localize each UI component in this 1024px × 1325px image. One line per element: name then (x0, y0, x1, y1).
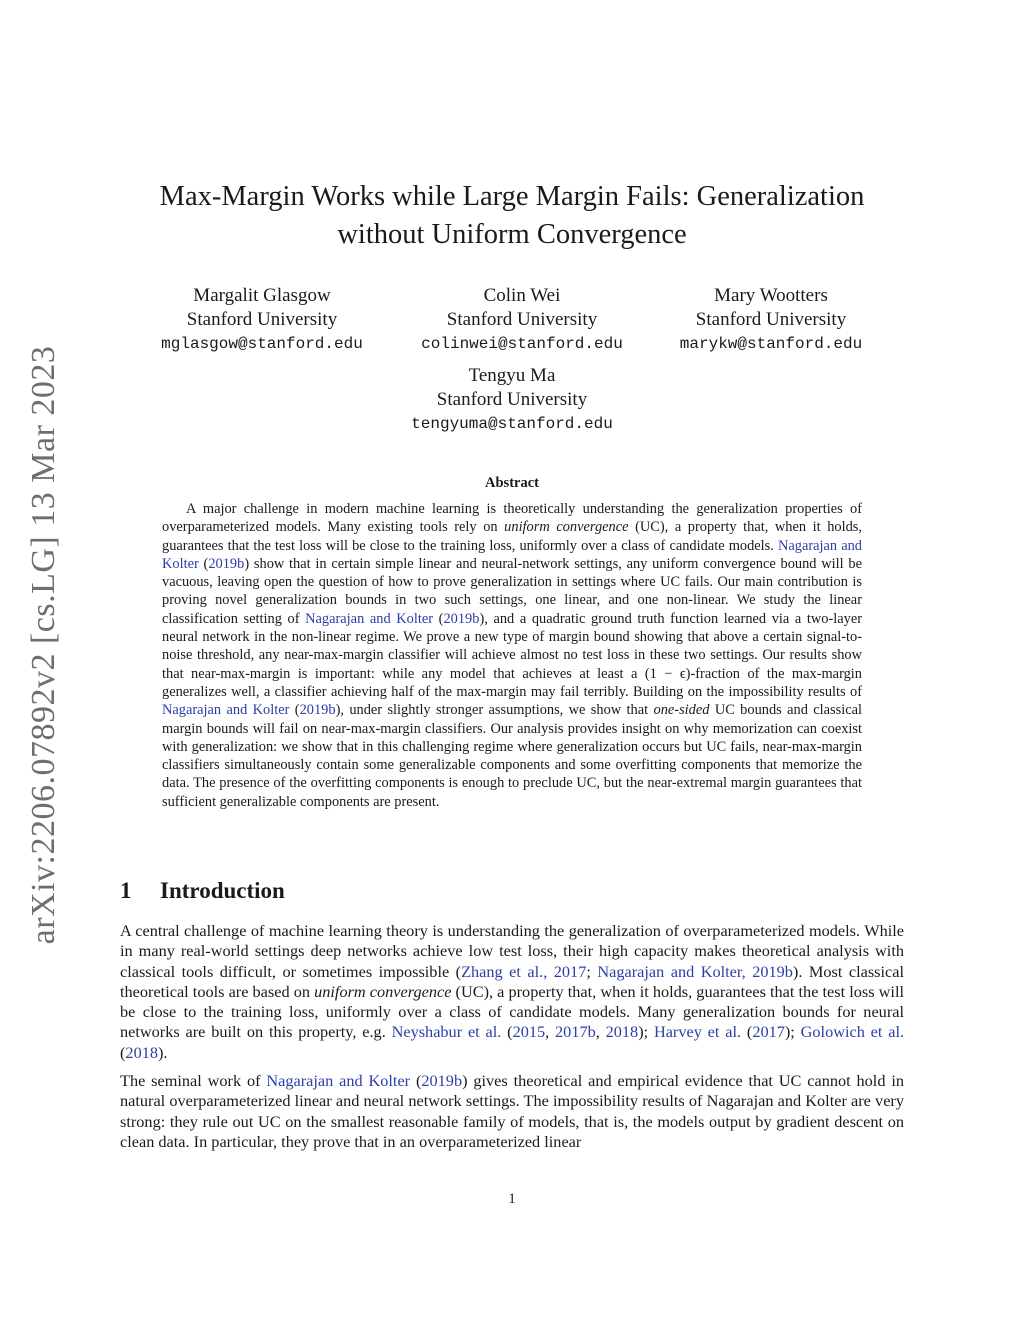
body-text: ); (784, 1022, 801, 1042)
abstract-text: A major challenge in modern machine learning is theoretically understanding the generalization properties of overparameterized models. Many existing tools rely on (162, 501, 862, 536)
citation-link[interactable]: 2019b (421, 1071, 463, 1090)
body-text: ). Most classical theoretical tools are based on (120, 961, 904, 1001)
author-email[interactable]: mglasgow@stanford.edu (161, 335, 363, 353)
citation-link[interactable]: 2015 (512, 1022, 546, 1042)
title-line-1: Max-Margin Works while Large Margin Fails: Generalization (159, 181, 865, 212)
abstract-body (162, 500, 862, 811)
title-line-2: without Uniform Convergence (337, 219, 687, 250)
citation-link[interactable]: Golowich et al. (800, 1022, 905, 1042)
body-text: ) gives theoretical and empirical evidence that UC cannot hold in natural overparameterized linear and neural network settings. The impossibility results of Nagarajan and Kolter are very strong: they rule out UC on the smallest reasonable family of models, that is, the models output by gradient descent on clean data. In particular, they prove that in an overparameterized linear (120, 1071, 904, 1151)
abstract-text: (UC), a property that, when it holds, guarantees that the test loss will be close to the training loss, uniformly over a class of candidate models. (162, 519, 862, 554)
author-name: Colin Wei (483, 285, 561, 306)
citation-link[interactable]: 2019b (443, 610, 480, 627)
author-name: Tengyu Ma (468, 365, 556, 386)
author-block (382, 364, 642, 436)
citation-link[interactable]: Nagarajan and Kolter, 2019b (597, 961, 793, 981)
abstract-text: ( (433, 610, 444, 627)
intro-paragraph (120, 921, 904, 1063)
body-text: The seminal work of (120, 1071, 267, 1090)
body-text: ( (120, 1042, 126, 1062)
intro-paragraph (120, 1071, 904, 1152)
citation-link[interactable]: 2019b (299, 702, 336, 719)
author-block (641, 284, 901, 356)
paper-title (100, 178, 924, 254)
section-heading (120, 878, 285, 904)
citation-link[interactable]: 2017b (555, 1022, 596, 1042)
abstract-text: ), and a quadratic ground truth function learned via a two-layer neural network in the non-linear regime. We prove a new type of margin bound showing that above a certain signal-to-noise threshold, any near-max-margin classifier will achieve almost no test loss in these two settings. Our results show that near-max-margin is important: while any model that achieves at least a (1 − ϵ)-fraction of the max-margin generalizes well, a classifier achieving half of the max-margin may fail terribly. Building on the impossibility results of (162, 610, 863, 700)
body-text: ). (157, 1042, 168, 1062)
citation-link[interactable]: Nagarajan and Kolter (162, 702, 290, 719)
author-affiliation: Stanford University (436, 389, 588, 410)
section-number: 1 (120, 878, 132, 903)
abstract-text: ), under slightly stronger assumptions, we show that (335, 702, 654, 719)
abstract-text: UC bounds and classical margin bounds will fail on near-max-margin classifiers. Our analysis provides insight on why memorization can coexist with generalization: we show that in this challenging regime where generalization occurs but UC fails, near-max-margin classifiers simultaneously contain some generalizable components and some overfitting components that memorize the data. The presence of the overfitting components is enough to preclude UC, but the near-extremal margin guarantees that sufficient generalizable components are present. (162, 702, 863, 810)
body-text: ( (410, 1071, 422, 1090)
body-text: , (595, 1022, 606, 1042)
citation-link[interactable]: Nagarajan and Kolter (305, 610, 434, 627)
citation-link[interactable]: 2018 (605, 1022, 639, 1042)
author-email[interactable]: colinwei@stanford.edu (421, 335, 623, 353)
body-text: ( (501, 1022, 513, 1042)
citation-link[interactable]: Harvey et al. (653, 1022, 742, 1042)
citation-link[interactable]: 2018 (125, 1042, 158, 1062)
citation-link[interactable]: Nagarajan and Kolter (162, 537, 862, 572)
abstract-text: ( (198, 555, 209, 572)
body-text: ( (741, 1022, 753, 1042)
author-block (392, 284, 652, 356)
author-affiliation: Stanford University (695, 309, 847, 330)
author-block (132, 284, 392, 356)
body-text: , (545, 1022, 556, 1042)
author-name: Mary Wootters (714, 285, 828, 306)
body-text: ; (586, 961, 598, 981)
section-title: Introduction (160, 878, 285, 903)
author-affiliation: Stanford University (186, 309, 338, 330)
author-affiliation: Stanford University (446, 309, 598, 330)
author-email[interactable]: tengyuma@stanford.edu (411, 415, 613, 433)
author-email[interactable]: marykw@stanford.edu (679, 335, 863, 353)
body-emphasis: uniform convergence (314, 981, 452, 1001)
abstract-text: ( (289, 702, 300, 719)
abstract-heading: Abstract (485, 475, 539, 491)
arxiv-identifier[interactable]: arXiv:2206.07892v2 [cs.LG] 13 Mar 2023 (25, 345, 62, 945)
citation-link[interactable]: 2019b (208, 555, 245, 572)
abstract-text: ) show that in certain simple linear and neural-network settings, any uniform convergence bound will be vacuous, leaving open the question of how to prove generalization in settings where UC fails. Our main contribution is proving novel generalization bounds in two such settings, one linear, and one non-linear. We study the linear classification setting of (162, 555, 862, 627)
body-text: A central challenge of machine learning theory is understanding the generalization of overparameterized models. While in many real-world settings deep networks achieve low test loss, their high capacity makes theoretical analysis with classical tools difficult, or sometimes impossible ( (120, 921, 904, 981)
page-number: 1 (508, 1191, 516, 1207)
citation-link[interactable]: 2017 (752, 1022, 785, 1042)
body-text: (UC), a property that, when it holds, guarantees that the test loss will be close to the training loss, uniformly over a class of candidate models. Many generalization bounds for neural networks are built on this property, e.g. (120, 981, 904, 1042)
citation-link[interactable]: Neyshabur et al. (391, 1022, 502, 1042)
citation-link[interactable]: Nagarajan and Kolter (266, 1071, 411, 1090)
author-name: Margalit Glasgow (193, 285, 331, 306)
abstract-emphasis: one-sided (653, 702, 710, 719)
body-text: ); (638, 1022, 654, 1042)
abstract-emphasis: uniform convergence (504, 519, 629, 536)
citation-link[interactable]: Zhang et al., 2017 (461, 961, 587, 981)
